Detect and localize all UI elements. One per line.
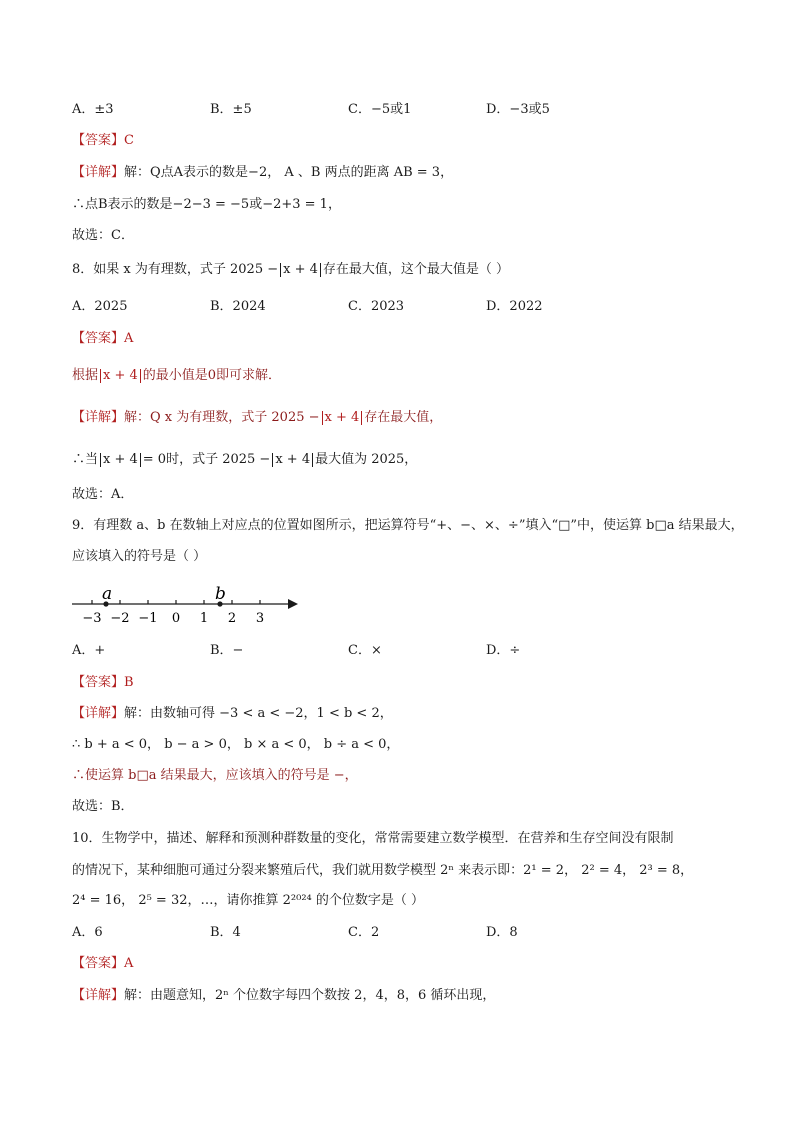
q7-option-d: D．−3或5: [486, 102, 550, 117]
q9-detail-line-2: ∴ b + a < 0， b − a > 0， b × a < 0， b ÷ a < 0，: [72, 737, 400, 752]
q8-answer: 【答案】A: [72, 331, 134, 346]
number-line-tick-label: 2: [227, 611, 237, 626]
q9-option-d: D．÷: [486, 643, 521, 658]
q10-stem: 10．生物学中，描述、解释和预测种群数量的变化，常常需要建立数学模型．在营养和生存空间没有限制: [72, 831, 674, 846]
number-line-tick-label: −2: [110, 611, 130, 626]
q10-option-a: A．6: [72, 925, 103, 940]
q10-stem-line-3: 2⁴ = 16， 2⁵ = 32，…，请你推算 2²⁰²⁴ 的个位数字是（ ）: [72, 893, 425, 908]
q9-conclusion: 故选：B．: [72, 799, 134, 814]
q10-option-c: C．2: [348, 925, 380, 940]
q8-conclusion: 故选：A．: [72, 487, 134, 502]
number-line-tick-label: 0: [171, 611, 181, 626]
q7-option-a: A．±3: [72, 102, 114, 117]
q9-detail-line-3: ∴使运算 b□a 结果最大，应该填入的符号是 −，: [72, 768, 358, 783]
q8-detail-line-2: ∴当 x + 4 = 0时，式子 2025 − x + 4 最大值为 2025，: [72, 452, 418, 467]
q9-detail: 【详解】解：由数轴可得 −3 < a < −2，1 < b < 2，: [72, 706, 393, 721]
q9-stem-line-2: 应该填入的符号是（ ）: [72, 549, 207, 564]
q7-conclusion: 故选：C．: [72, 228, 134, 243]
number-line-tick-label: −1: [138, 611, 158, 626]
q9-answer: 【答案】B: [72, 675, 134, 690]
number-line-tick-label: 1: [199, 611, 209, 626]
q9-option-a: A．+: [72, 643, 106, 658]
q10-detail: 【详解】解：由题意知，2ⁿ 个位数字每四个数按 2，4，8，6 循环出现，: [72, 988, 496, 1003]
q10-option-d: D．8: [486, 925, 518, 940]
q10-stem-line-2: 的情况下，某种细胞可通过分裂来繁殖后代，我们就用数学模型 2ⁿ 来表示即：2¹ = 2， 2² = 4， 2³ = 8，: [72, 863, 694, 878]
q7-detail: 【详解】解：Q点A表示的数是−2， A 、B 两点的距离 AB = 3，: [72, 165, 454, 180]
point-a-label: a: [102, 584, 113, 604]
q7-option-c: C．−5或1: [348, 102, 412, 117]
point-b-label: b: [215, 584, 226, 604]
q8-hint: 根据 x + 4 的最小值是0即可求解．: [72, 368, 282, 383]
q9-stem: 9．有理数 a、b 在数轴上对应点的位置如图所示，把运算符号“+、−、×、÷”填入“□”中，使运算 b□a 结果最大，: [72, 518, 744, 533]
q7-answer: 【答案】C: [72, 133, 134, 148]
number-line: [70, 580, 300, 630]
q10-answer: 【答案】A: [72, 956, 134, 971]
number-line-arrow: [288, 599, 298, 609]
q8-option-a: A．2025: [72, 299, 128, 314]
q8-option-d: D．2022: [486, 299, 543, 314]
q9-option-b: B．−: [210, 643, 244, 658]
q8-option-b: B．2024: [210, 299, 266, 314]
q8-stem: 8．如果 x 为有理数，式子 2025 − x + 4 存在最大值，这个最大值是（ ）: [72, 262, 510, 277]
q10-option-b: B．4: [210, 925, 241, 940]
q9-option-c: C．×: [348, 643, 382, 658]
q7-option-b: B．±5: [210, 102, 252, 117]
q8-detail: 【详解】解：Q x 为有理数，式子 2025 − x + 4 存在最大值，: [72, 410, 443, 425]
q8-option-c: C．2023: [348, 299, 405, 314]
q7-detail-line-2: ∴点B表示的数是−2−3 = −5或−2+3 = 1，: [72, 197, 341, 212]
number-line-tick-label: −3: [82, 611, 102, 626]
number-line-tick-label: 3: [255, 611, 265, 626]
